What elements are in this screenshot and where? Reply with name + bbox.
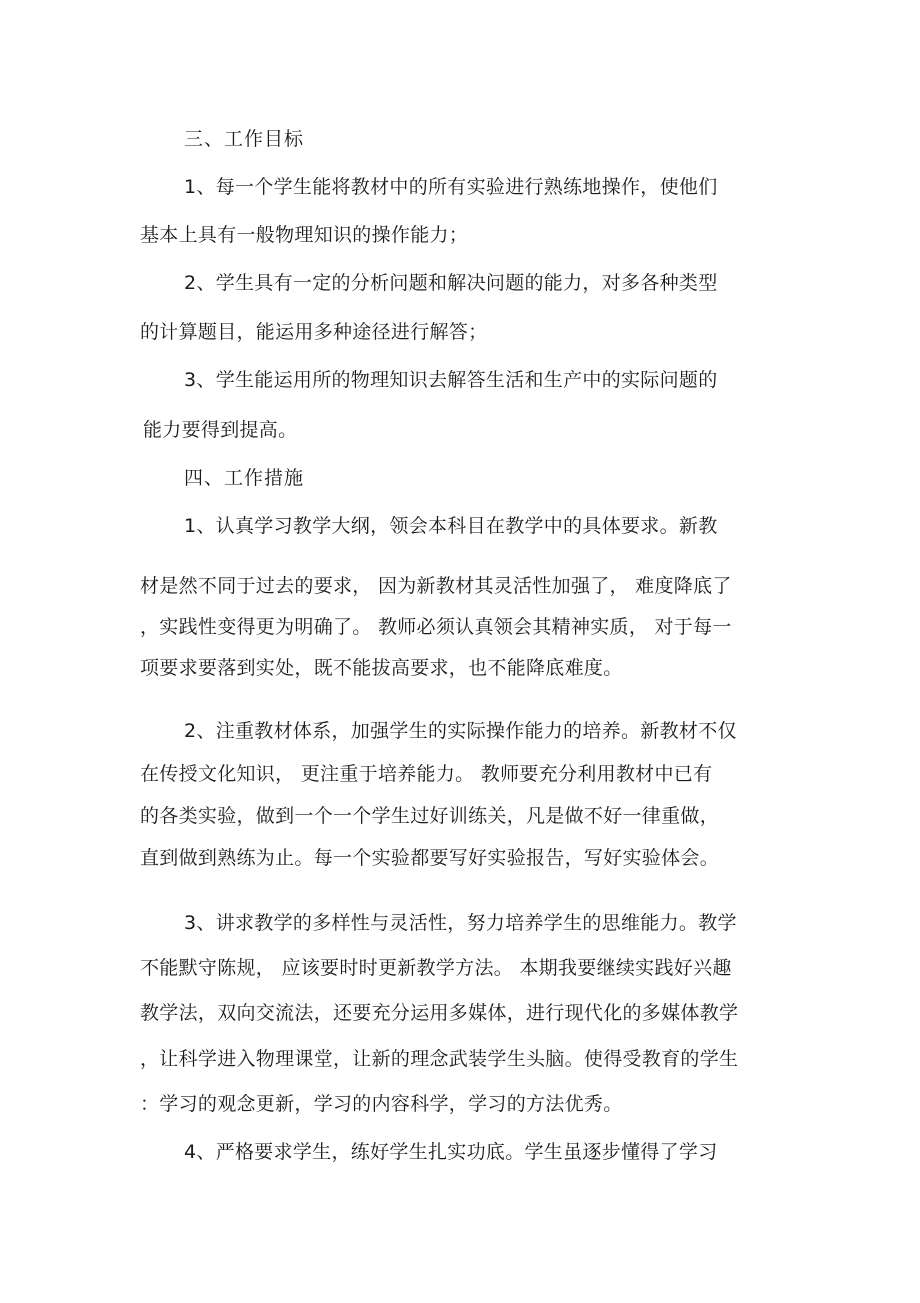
paragraph-line: 基本上具有一般物理知识的操作能力； [140,224,469,246]
paragraph-line: 2、注重教材体系，加强学生的实际操作能力的培养。新教材不仅 [184,720,737,742]
paragraph-line: 不能默守陈规， 应该要时时更新教学方法。 本期我要继续实践好兴趣 [140,957,732,979]
paragraph-line: 4、严格要求学生，练好学生扎实功底。学生虽逐步懂得了学习 [184,1141,718,1163]
paragraph-line: 材是然不同于过去的要求， 因为新教材其灵活性加强了， 难度降底了 [140,575,732,597]
paragraph-line: 的各类实验，做到一个一个学生过好训练关，凡是做不好一律重做， [140,805,720,827]
paragraph-line: 2、学生具有一定的分析问题和解决问题的能力，对多各种类型 [184,272,718,294]
paragraph-line: 3、学生能运用所的物理知识去解答生活和生产中的实际问题的 [184,369,718,391]
paragraph-line: 教学法，双向交流法，还要充分运用多媒体，进行现代化的多媒体教学 [140,1002,739,1024]
paragraph-line: ，让科学进入物理课堂，让新的理念武装学生头脑。使得受教育的学生 [140,1048,739,1070]
paragraph-line: ：学习的观念更新，学习的内容科学，学习的方法优秀。 [140,1093,623,1115]
paragraph-line: 能力要得到提高。 [143,419,298,441]
section-heading-goals: 三、工作目标 [184,128,305,150]
section-heading-measures: 四、工作措施 [184,467,305,489]
paragraph-line: 1、每一个学生能将教材中的所有实验进行熟练地操作，使他们 [184,176,718,198]
paragraph-line: ，实践性变得更为明确了。 教师必须认真领会其精神实质， 对于每一 [140,616,732,638]
paragraph-line: 1、认真学习教学大纲，领会本科目在教学中的具体要求。新教 [184,515,718,537]
paragraph-line: 的计算题目，能运用多种途径进行解答； [140,321,488,343]
paragraph-line: 在传授文化知识， 更注重于培养能力。 教师要充分利用教材中已有 [140,763,713,785]
paragraph-line: 直到做到熟练为止。每一个实验都要写好实验报告，写好实验体会。 [140,847,720,869]
paragraph-line: 项要求要落到实处，既不能拔高要求，也不能降底难度。 [140,657,623,679]
paragraph-line: 3、讲求教学的多样性与灵活性，努力培养学生的思维能力。教学 [184,912,737,934]
